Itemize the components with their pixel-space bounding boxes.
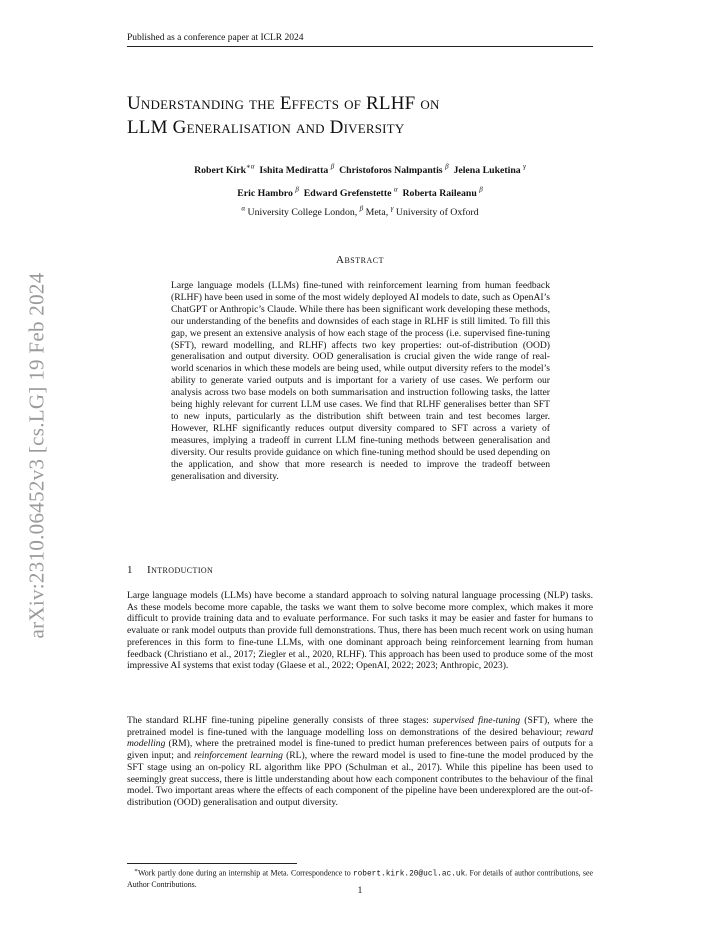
intro-paragraph-1: Large language models (LLMs) have become a standard approach to solving natural language processing (NLP) tasks. As these models become more capable, the tasks we want them to solve become more complex, which makes it more difficult to provide training data and to evaluate performance. For such tasks it may be easier and faster for humans to evaluate or rank model outputs than provide full demonstrations. Thus, there has been much recent work on using human preferences in this form to fine-tune LLMs, with one dominant approach being reinforcement learning from human feedback (Christiano et al., 2017; Ziegler et al., 2020, RLHF). This approach has been used to produce some of the most impressive AI systems that exist today (Glaese et al., 2022; OpenAI, 2022; 2023; Anthropic, 2023). <box>127 590 593 672</box>
affiliation: $^\alpha$ University College London, <box>241 205 358 219</box>
affiliation: $^\beta$ Meta, <box>359 205 389 219</box>
author: Jelena Luketina $^\gamma$ <box>453 163 526 177</box>
author-line-1 <box>100 158 620 180</box>
term-rm: reward modelling <box>127 726 593 750</box>
section-heading <box>127 564 593 576</box>
affiliations <box>100 205 620 218</box>
title-line-2: LLM Generalisation and Diversity <box>127 117 405 138</box>
section-number: 1 <box>127 564 133 576</box>
footnote: ∗Work partly done during an internship at Meta. Correspondence to robert.kirk.20@ucl.ac.uk. For details of author contributions, see Author Contributions. <box>127 868 593 889</box>
footnote-rule <box>127 863 297 864</box>
page-number: 1 <box>357 885 363 896</box>
running-header: Published as a conference paper at ICLR 2024 <box>127 33 593 47</box>
author-line-2 <box>100 180 620 202</box>
author: Edward Grefenstette $^\alpha$ <box>303 185 398 199</box>
abstract-body: Large language models (LLMs) fine-tuned with reinforcement learning from human feedback (RLHF) have been used in some of the most widely deployed AI models to date, such as OpenAI’s ChatGPT or Anthropic’s Claude. While there has been significant work developing these methods, our understanding of the benefits and downsides of each stage in RLHF is still limited. To fill this gap, we present an extensive analysis of how each stage of the process (i.e. supervised fine-tuning (SFT), reward modelling, and RLHF) affects two key properties: out-of-distribution (OOD) generalisation and output diversity. OOD generalisation is crucial given the wide range of real-world scenarios in which these models are being used, while output diversity refers to the model’s ability to generate varied outputs and is important for a variety of use cases. We perform our analysis across two base models on both summarisation and instruction following tasks, the latter being highly relevant for current LLM use cases. We find that RLHF generalises better than SFT to new inputs, particularly as the distribution shift between train and test becomes larger. However, RLHF significantly reduces output diversity compared to SFT across a variety of measures, implying a tradeoff in current LLM fine-tuning methods between generalisation and diversity. Our results provide guidance on which fine-tuning method should be used depending on the application, and show that more research is needed to improve the tradeoff between generalisation and diversity. <box>171 280 550 482</box>
intro-paragraph-2: The standard RLHF fine-tuning pipeline generally consists of three stages: supervised fine-tuning (SFT), where the pretrained model is fine-tuned with the language modelling loss on demonstrations of the desired behaviour; reward modelling (RM), where the pretrained model is fine-tuned to predict human preferences between pairs of outputs for a given input; and reinforcement learning (RL), where the reward model is used to fine-tune the model produced by the SFT stage using an on-policy RL algorithm like PPO (Schulman et al., 2017). While this pipeline has been used to seemingly great success, there is little understanding about how each component contributes to the behaviour of the final model. Two important areas where the effects of each component of the pipeline have been underexplored are the out-of-distribution (OOD) generalisation and output diversity. <box>127 715 593 808</box>
abstract-heading: Abstract <box>336 254 384 266</box>
arxiv-stamp <box>22 250 52 660</box>
email-link[interactable]: robert.kirk.20@ucl.ac.uk <box>352 870 466 879</box>
term-sft: supervised fine-tuning <box>432 715 521 726</box>
author: Eric Hambro $^\beta$ <box>237 185 299 199</box>
term-rl: reinforcement learning <box>194 750 283 762</box>
author: Robert Kirk$^{∗\alpha}$ <box>194 163 255 177</box>
arxiv-id: arXiv:2310.06452v3 [cs.LG] 19 Feb 2024 <box>24 271 49 639</box>
section-title: Introduction <box>147 564 214 576</box>
author: Christoforos Nalmpantis $^\beta$ <box>339 163 449 177</box>
affiliation: $^\gamma$ University of Oxford <box>390 205 479 219</box>
author-list <box>100 158 620 203</box>
author: Roberta Raileanu $^\beta$ <box>402 185 483 199</box>
paper-title <box>127 92 597 140</box>
author: Ishita Mediratta $^\beta$ <box>259 163 335 177</box>
title-line-1: Understanding the Effects of RLHF on <box>127 93 440 114</box>
